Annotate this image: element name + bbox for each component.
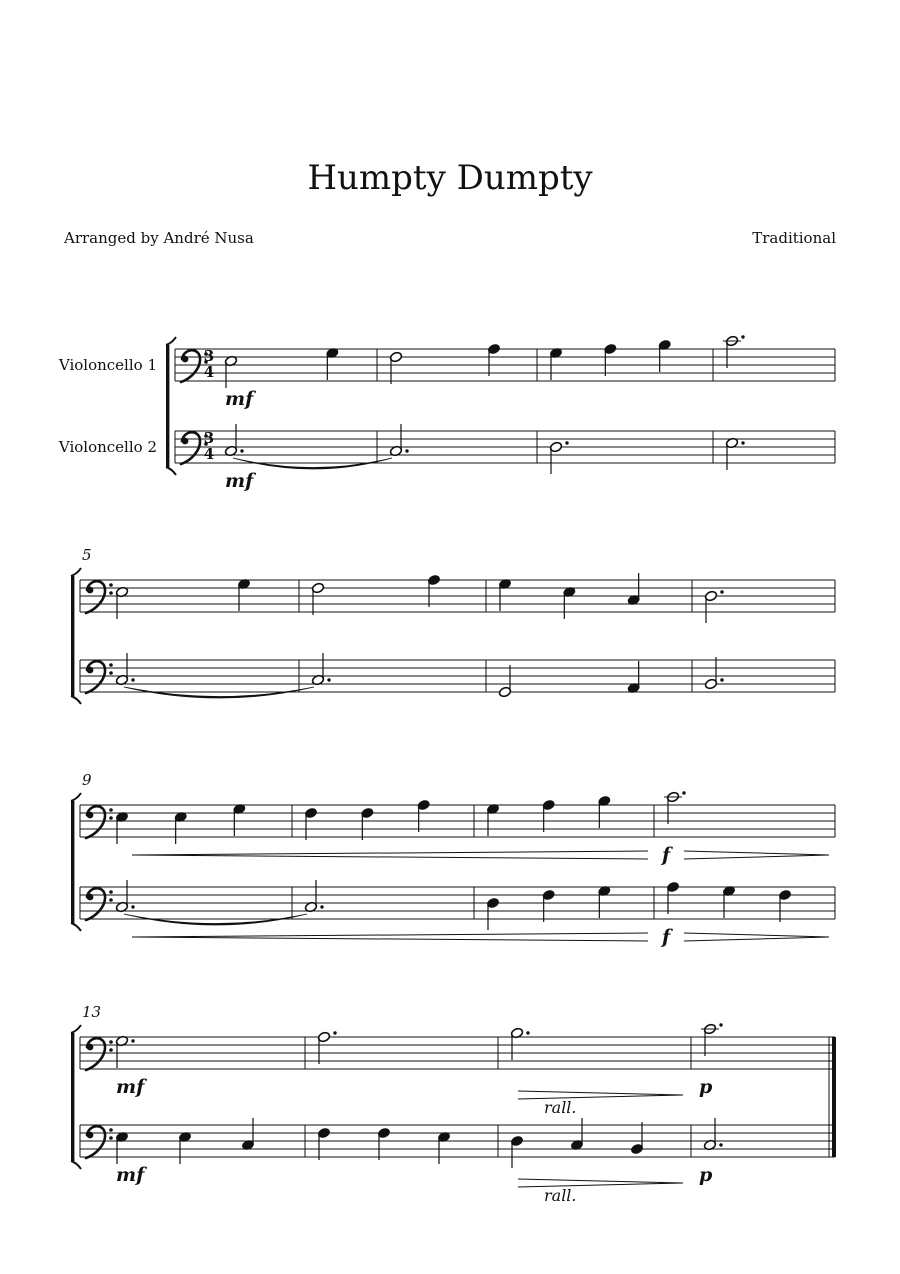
note [701,1023,723,1056]
note [311,582,324,615]
hairpin-line [518,1095,683,1099]
note [115,811,128,844]
note [115,586,128,619]
note [417,799,430,832]
note [224,424,243,457]
system-bracket [71,576,74,696]
note [666,881,679,914]
bracket-hook [166,337,176,345]
note [627,661,640,694]
note [361,807,374,840]
composer-credit: Traditional [752,229,836,247]
hairpin-line [518,1183,683,1187]
note [237,578,250,611]
bracket-hook [71,1161,81,1169]
hairpin-line [132,855,648,859]
note [704,590,723,623]
bass-clef-icon [86,1126,113,1158]
final-barline [832,1125,836,1157]
bass-clef-curve [86,661,105,693]
note [549,347,562,380]
note [389,351,402,384]
bracket-hook [166,467,176,475]
note [241,1118,254,1151]
bass-clef-dot [109,1040,113,1044]
augmentation-dot [405,449,408,452]
note [498,665,511,698]
augmentation-dot [741,335,744,338]
arranger-credit: Arranged by André Nusa [64,229,254,247]
hairpin-line [684,933,829,937]
note [664,791,686,824]
augmentation-dot [131,905,134,908]
bass-clef-dot [109,663,113,667]
bass-clef-icon [86,1038,113,1070]
augmentation-dot [526,1031,529,1034]
augmentation-dot [682,791,685,794]
augmentation-dot [719,1143,722,1146]
system [71,568,835,704]
bass-clef-dot [182,438,189,445]
note [598,885,611,918]
note [437,1131,450,1164]
note [722,885,735,918]
bass-clef-curve [86,1126,105,1158]
dynamic-p: p [699,1164,713,1186]
bracket-hook [71,1025,81,1033]
measure-number: 13 [82,1003,102,1021]
system-bracket [71,801,74,923]
bass-clef-icon [86,888,113,920]
hairpin-line [684,937,829,941]
note [778,889,791,922]
note [542,889,555,922]
note [542,799,555,832]
bracket-hook [71,923,81,931]
bass-clef-dot [87,1044,94,1051]
note [486,803,499,836]
note [598,795,611,828]
note [389,424,408,457]
dynamic-p: p [699,1076,713,1098]
time-signature-denominator: 4 [203,445,215,463]
bass-clef-icon [86,661,113,693]
instrument-name: Violoncello 2 [58,438,157,456]
system [166,337,835,475]
bass-clef-dot [87,812,94,819]
note [304,807,317,840]
instrument-name: Violoncello 1 [58,356,157,374]
note [311,653,330,686]
bass-clef-dot [109,1136,113,1140]
final-barline [832,1037,836,1069]
note [604,343,617,376]
bass-clef-dot [109,591,113,595]
augmentation-dot [719,1023,722,1026]
augmentation-dot [131,1039,134,1042]
note [549,441,568,474]
bass-clef-icon [86,581,113,613]
time-signature-denominator: 4 [203,363,215,381]
time-signature-numerator: 3 [203,347,215,365]
system-bracket [71,1033,74,1161]
measure-number: 9 [82,771,92,789]
hairpin-line [518,1091,683,1095]
note [326,347,339,380]
augmentation-dot [327,678,330,681]
note [510,1027,529,1060]
note [703,1118,722,1151]
system [71,1025,836,1169]
note [563,586,576,619]
note [233,803,246,836]
dynamic-f: f [662,926,671,948]
note [570,1118,583,1151]
bass-clef-dot [109,808,113,812]
bass-clef-dot [87,894,94,901]
bass-clef-dot [87,1132,94,1139]
bracket-hook [71,696,81,704]
note [630,1122,643,1155]
bass-clef-curve [181,350,200,382]
bass-clef-curve [86,581,105,613]
augmentation-dot [565,441,568,444]
note [486,897,499,930]
bass-clef-dot [87,587,94,594]
note [115,880,134,913]
rall-marking: rall. [544,1186,577,1205]
note [317,1031,336,1064]
note [487,343,500,376]
note [224,355,237,388]
note [174,811,187,844]
note [427,574,440,607]
diminuendo-hairpin [684,851,829,859]
augmentation-dot [333,1031,336,1034]
dynamic-mf: mf [225,470,254,492]
bass-clef-curve [86,1038,105,1070]
bass-clef-dot [109,1128,113,1132]
bass-clef-icon [86,806,113,838]
piece-title: Humpty Dumpty [307,158,593,198]
diminuendo-hairpin [518,1179,683,1187]
augmentation-dot [240,449,243,452]
hairpin-line [132,851,648,855]
dynamic-mf: mf [116,1164,145,1186]
bass-clef-dot [109,898,113,902]
augmentation-dot [720,590,723,593]
bass-clef-dot [109,890,113,894]
bass-clef-curve [86,888,105,920]
bass-clef-dot [182,356,189,363]
note [725,437,744,470]
note [723,335,745,368]
rall-marking: rall. [544,1098,577,1117]
note [115,1131,128,1164]
hairpin-line [684,851,829,855]
bass-clef-dot [109,816,113,820]
bass-clef-dot [109,1048,113,1052]
bass-clef-curve [181,432,200,464]
diminuendo-hairpin [684,933,829,941]
bass-clef-curve [86,806,105,838]
note [317,1127,330,1160]
system-bracket [166,345,169,467]
note [115,1035,134,1068]
dynamic-f: f [662,844,671,866]
note [498,578,511,611]
augmentation-dot [720,678,723,681]
dynamic-mf: mf [225,388,254,410]
note [178,1131,191,1164]
hairpin-line [132,933,648,937]
note [704,657,723,690]
note [304,880,323,913]
note [627,573,640,606]
measure-number: 5 [82,546,92,564]
crescendo-hairpin [132,851,648,859]
bracket-hook [71,793,81,801]
note [658,339,671,372]
augmentation-dot [741,441,744,444]
note [510,1135,523,1168]
note [115,653,134,686]
dynamic-mf: mf [116,1076,145,1098]
augmentation-dot [131,678,134,681]
note [377,1127,390,1160]
bass-clef-dot [109,583,113,587]
time-signature-numerator: 3 [203,429,215,447]
hairpin-line [132,937,648,941]
augmentation-dot [320,905,323,908]
hairpin-line [518,1179,683,1183]
bass-clef-dot [109,671,113,675]
crescendo-hairpin [132,933,648,941]
final-barline [832,1069,836,1125]
hairpin-line [684,855,829,859]
bass-clef-dot [87,667,94,674]
diminuendo-hairpin [518,1091,683,1099]
bracket-hook [71,568,81,576]
